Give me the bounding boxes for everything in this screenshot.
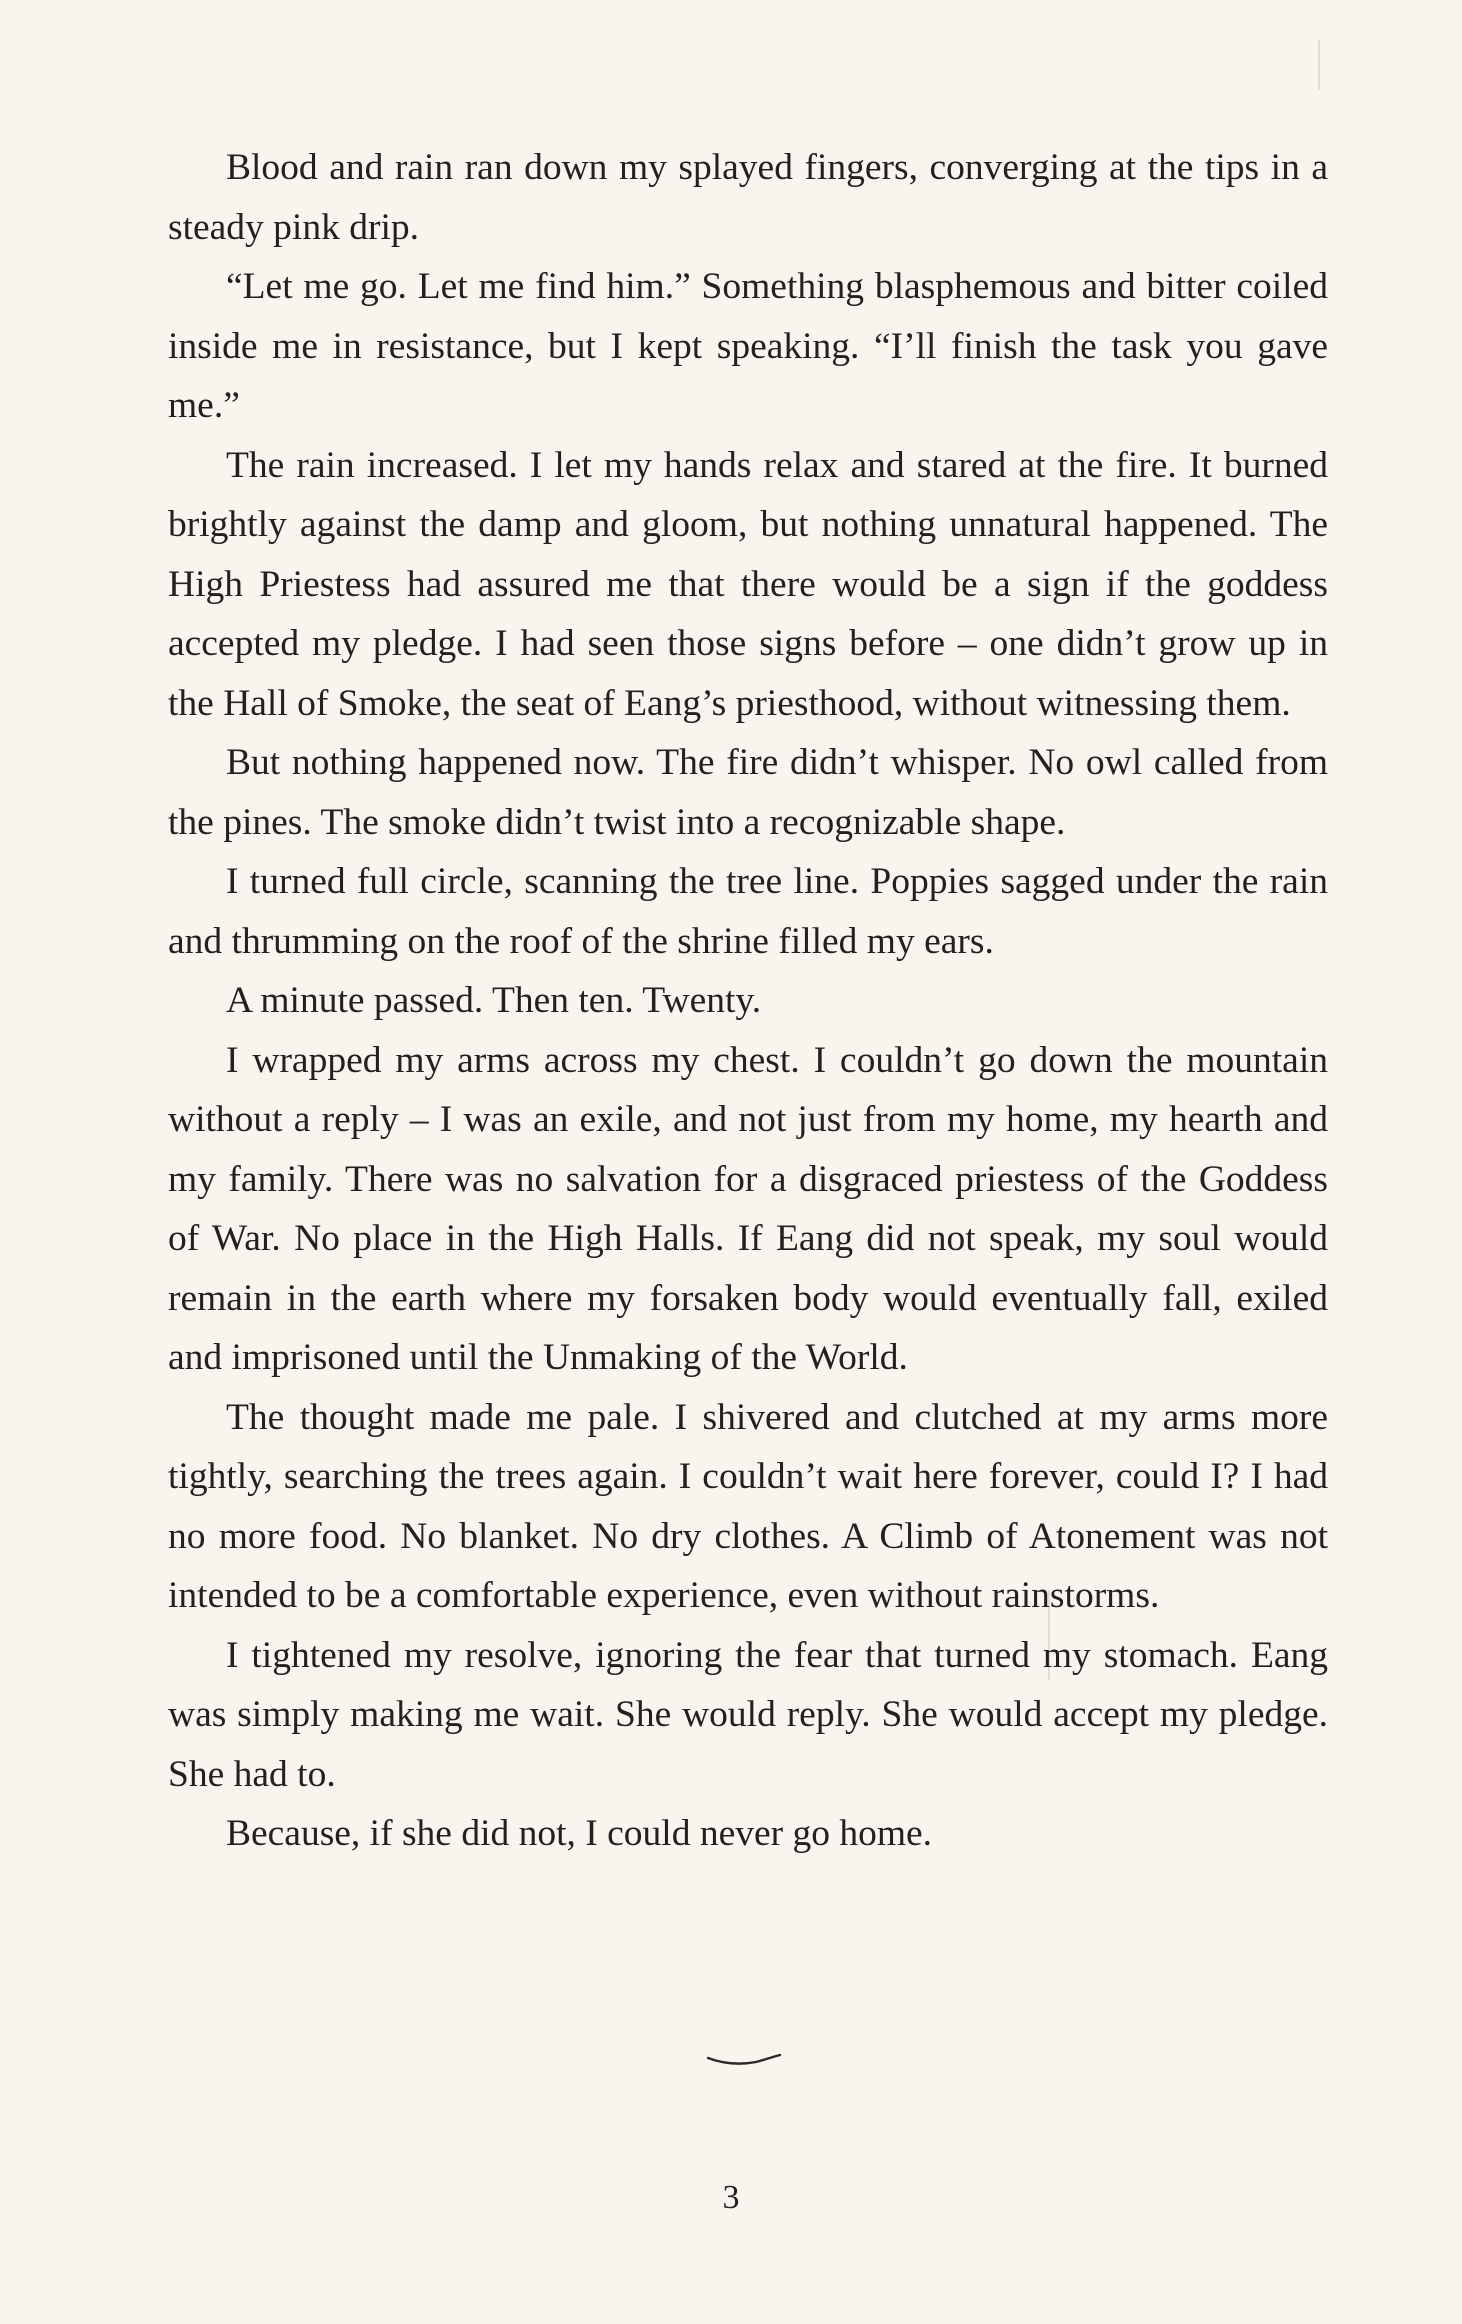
paragraph: But nothing happened now. The fire didn’t whisper. No owl called from the pines. The smoke didn’t twist into a recognizable shape. bbox=[168, 742, 1328, 843]
paragraph: “Let me go. Let me find him.” Something blasphemous and bitter coiled inside me in resistance, but I kept speaking. “I’ll finish the task you gave me.” bbox=[168, 266, 1328, 426]
paragraph: Blood and rain ran down my splayed fingers, converging at the tips in a steady pink drip. bbox=[168, 147, 1328, 248]
body-text bbox=[168, 138, 1328, 1864]
paragraph: A minute passed. Then ten. Twenty. bbox=[226, 980, 762, 1021]
scan-mark bbox=[1318, 40, 1320, 90]
paragraph: The thought made me pale. I shivered and clutched at my arms more tightly, searching the trees again. I couldn’t wait here forever, could I? I had no more food. No blanket. No dry clothes. A Climb of Atonement was not intended to be a comfortable experience, even without rainstorms. bbox=[168, 1396, 1328, 1616]
paragraph: Because, if she did not, I could never go home. bbox=[226, 1813, 933, 1854]
paragraph: I tightened my resolve, ignoring the fear that turned my stomach. Eang was simply making me wait. She would reply. She would accept my pledge. She had to. bbox=[168, 1634, 1328, 1795]
paragraph: I wrapped my arms across my chest. I couldn’t go down the mountain without a reply – I was an exile, and not just from my home, my hearth and my family. There was no salvation for a disgraced priestess of the Goddess of War. No place in the High Halls. If Eang did not speak, my soul would remain in the earth where my forsaken body would eventually fall, exiled and imprisoned until the Unmaking of the World. bbox=[168, 1039, 1328, 1378]
paragraph: The rain increased. I let my hands relax and stared at the fire. It burned brightly against the damp and gloom, but nothing unnatural happened. The High Priestess had assured me that there would be a sign if the goddess accepted my pledge. I had seen those signs before – one didn’t grow up in the Hall of Smoke, the seat of Eang’s priesthood, without witnessing them. bbox=[168, 444, 1328, 724]
swash-ornament-icon bbox=[706, 2052, 782, 2066]
page-number: 3 bbox=[722, 2179, 740, 2216]
paragraph: I turned full circle, scanning the tree line. Poppies sagged under the rain and thrumming on the roof of the shrine filled my ears. bbox=[168, 861, 1328, 962]
